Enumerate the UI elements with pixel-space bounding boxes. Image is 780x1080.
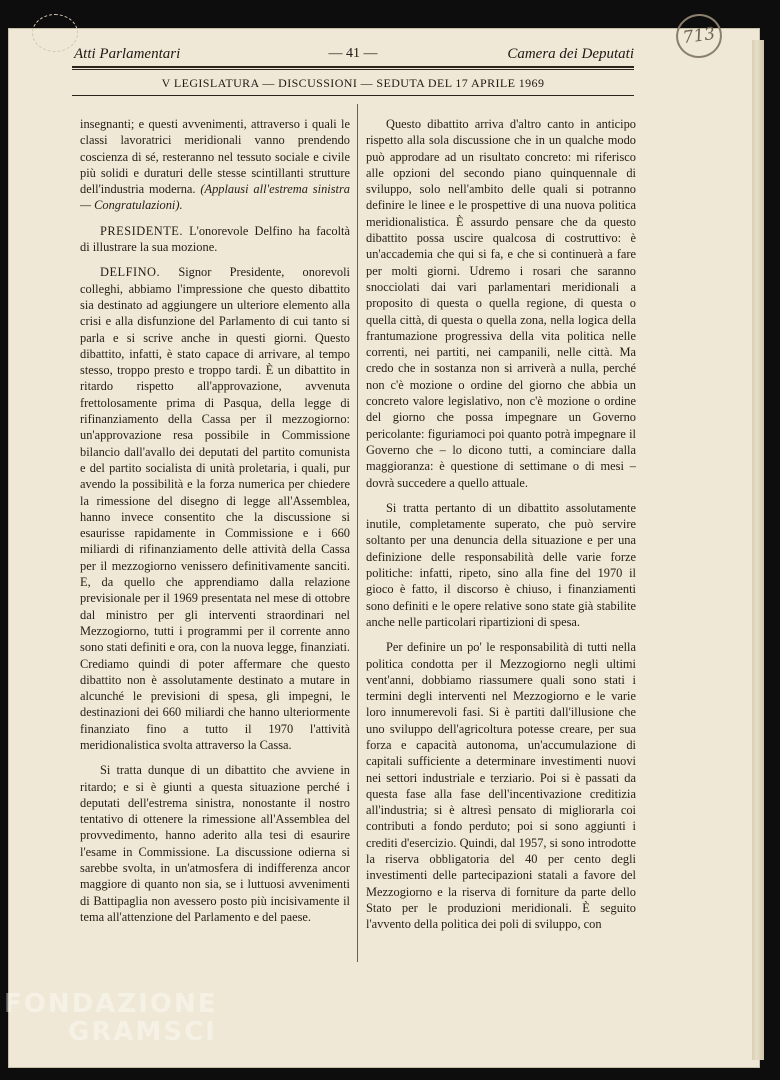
subheader-rule xyxy=(72,95,634,96)
applause-note: (Applausi all'estrema sinistra — Congratulazioni). xyxy=(80,182,350,213)
page-edge xyxy=(752,40,764,1060)
paragraph xyxy=(80,116,350,214)
paragraph-text: Per definire un po' le responsabilità di tutti nella politica condotta per il Mezzogiorno negli ultimi vent'anni, dobbiamo riassumere quali sono stati i termini degli interventi nel Mezzogiorno e le varie loro innumerevoli fasi. Si è partiti dall'illusione che uno sviluppo dell'agricoltura potesse creare, per sua forza e capacità autonoma, un'accumulazione di capitali sufficiente a determinare investimenti nuovi nei settori industriale e terziario. Poi si è passati da questa fase alla fase dell'incentivazione creditizia all'industria; si è altresì pensato di migliorarla coi contributi a fondo perduto; poi si sono aggiunti i crediti d'esercizio. Quindi, dal 1957, si sono introdotte la riserva obbligatoria del 40 per cento degli investimenti delle partecipazioni statali a favore del Mezzogiorno e la riserva di forniture da parte dello Stato per le produzioni meridionali. È seguito l'avvento della politica dei poli di sviluppo, con xyxy=(366,640,636,932)
page-stamp: 713 xyxy=(673,11,725,61)
paragraph-text: insegnanti; e questi avvenimenti, attraverso i quali le classi lavoratrici meridionali vanno prendendo coscienza di sé, resteranno nel tessuto sociale e civile più solidi e duraturi delle stesse scintillanti strutture dell'industria moderna. xyxy=(80,117,350,197)
page-number: — 41 — xyxy=(328,46,378,61)
paragraph-text: L'onorevole Delfino ha facoltà di illustrare la sua mozione. xyxy=(80,223,350,255)
speaker-name: DELFINO. xyxy=(100,265,161,280)
paragraph-text: Signor Presidente, onorevoli colleghi, abbiamo l'impressione che questo dibattito sia destinato ad aggiungere un ulteriore elemento alla crisi e alla disfunzione del Parlamento di cui tanto si parla e si scrive anche in questi giorni. Questo dibattito, infatti, è stato capace di arrivare, al tempo stesso, troppo presto e troppo tardi. È un dibattito in ritardo rispetto all'approvazione, avvenuta frettolosamente prima di Pasqua, della legge di rifinanziamento della Cassa per il mezzogiorno: un'approvazione resa possibile in Commissione bilancio dall'avallo dei deputati del partito comunista e del partito socialista di unità proletaria, i quali, pur avendo la possibilità e la forza numerica per chiedere la rimessione del disegno di legge all'Assemblea, hanno invece consentito che la discussione si esaurisse rapidamente in Commissione e i 660 miliardi di rifinanziamento delle attività della Cassa per il mezzogiorno venissero definitivamente sanciti. E, da quello che apprendiamo dalla relazione previsionale per il 1969 presentata nel mese di ottobre dal ministro per gli interventi straordinari nel Mezzogiorno, tutti i programmi per il corrente anno sono stati definiti e ora, con la nuova legge, finanziati. Crediamo quindi di poter affermare che questo dibattito non è assolutamente destinato a mutare in alcunché le previsioni di spesa, gli impegni, le destinazioni dei 660 miliardi che hanno ulteriormente finanziato fino a tutto il 1970 l'attività meridionalistica svolta attraverso la Cassa. xyxy=(80,265,350,752)
session-subheader: V LEGISLATURA — DISCUSSIONI — SEDUTA DEL 17 APRILE 1969 xyxy=(161,76,545,90)
speaker-name: PRESIDENTE. xyxy=(100,223,183,238)
header-rule-thin xyxy=(72,69,634,70)
header-left: Atti Parlamentari xyxy=(74,46,181,62)
paragraph xyxy=(366,639,636,932)
paragraph xyxy=(80,264,350,753)
paragraph xyxy=(80,762,350,925)
column-divider xyxy=(357,104,358,962)
paragraph-text: Si tratta dunque di un dibattito che avviene in ritardo; e si è giunti a questa situazione perché i deputati dell'estrema sinistra, nonostante il nostro tentativo di ottenere la rimessione all'Assemblea del provvedimento, hanno aderito alla tesi di esaurire l'esame in Commissione. La discussione odierna si sarebbe svolta, in un'atmosfera di indifferenza ancor maggiore di quanto non sia, se i luttuosi avvenimenti di Battipaglia non avessero posto più incisivamente il tema all'attenzione del Parlamento e del paese. xyxy=(80,763,350,924)
watermark-line-2: GRAMSCI xyxy=(68,1017,217,1047)
paragraph-text: Si tratta pertanto di un dibattito assolutamente inutile, completamente superato, che può servire soltanto per una denuncia della situazione e per una definizione delle responsabilità delle varie forze politiche: infatti, ripeto, sino alla fine del 1970 il gioco è fatto, il discorso è chiuso, i finanziamenti sono definiti e le opere relative sono state già stabilite anche nelle particolari ripartizioni di spesa. xyxy=(366,500,636,629)
paragraph-text: Questo dibattito arriva d'altro canto in anticipo rispetto alla sola discussione che in un qualche modo può approdare ad un risultato concreto: mi riferisco alle opzioni del secondo piano quinquennale di sviluppo, solo nell'ambito delle quali si potranno definire le linee e le prospettive di una nuova politica meridionalistica. È assurdo pensare che da questo dibattito possa uscire qualcosa di costruttivo: è un'accademia che qui si fa, e che si continuerà a fare per molti giorni. Udremo i rosari che saranno snocciolati dai vari parlamentari meridionali a proposito di questa o quella regione, di questa o quella città, di questa o quella zona, nella logica della frantumazione progressiva della vita politica nelle correnti, nei partiti, nei campanili, nelle città. Ma credo che in sostanza non si arriverà a nulla, perché non c'è mozione o ordine del giorno che abbia un concreto valore legislativo, non c'è mozione o ordine del giorno che possa impegnare un Governo pericolante: figuriamoci poi quanto potrà impegnare il Governo che – lo dicono tutti, a cominciare dalla maggioranza: è questione di settimane o di mesi – dovrà succedere a quello attuale. xyxy=(366,117,636,490)
paragraph xyxy=(80,223,350,256)
paragraph xyxy=(366,500,636,630)
right-column xyxy=(366,116,636,942)
watermark-line-1: FONDAZIONE xyxy=(4,989,218,1019)
header-rule xyxy=(72,66,634,68)
header-right: Camera dei Deputati xyxy=(507,46,634,62)
paragraph xyxy=(366,116,636,491)
watermark-logo xyxy=(4,990,217,1046)
left-column xyxy=(80,116,350,934)
